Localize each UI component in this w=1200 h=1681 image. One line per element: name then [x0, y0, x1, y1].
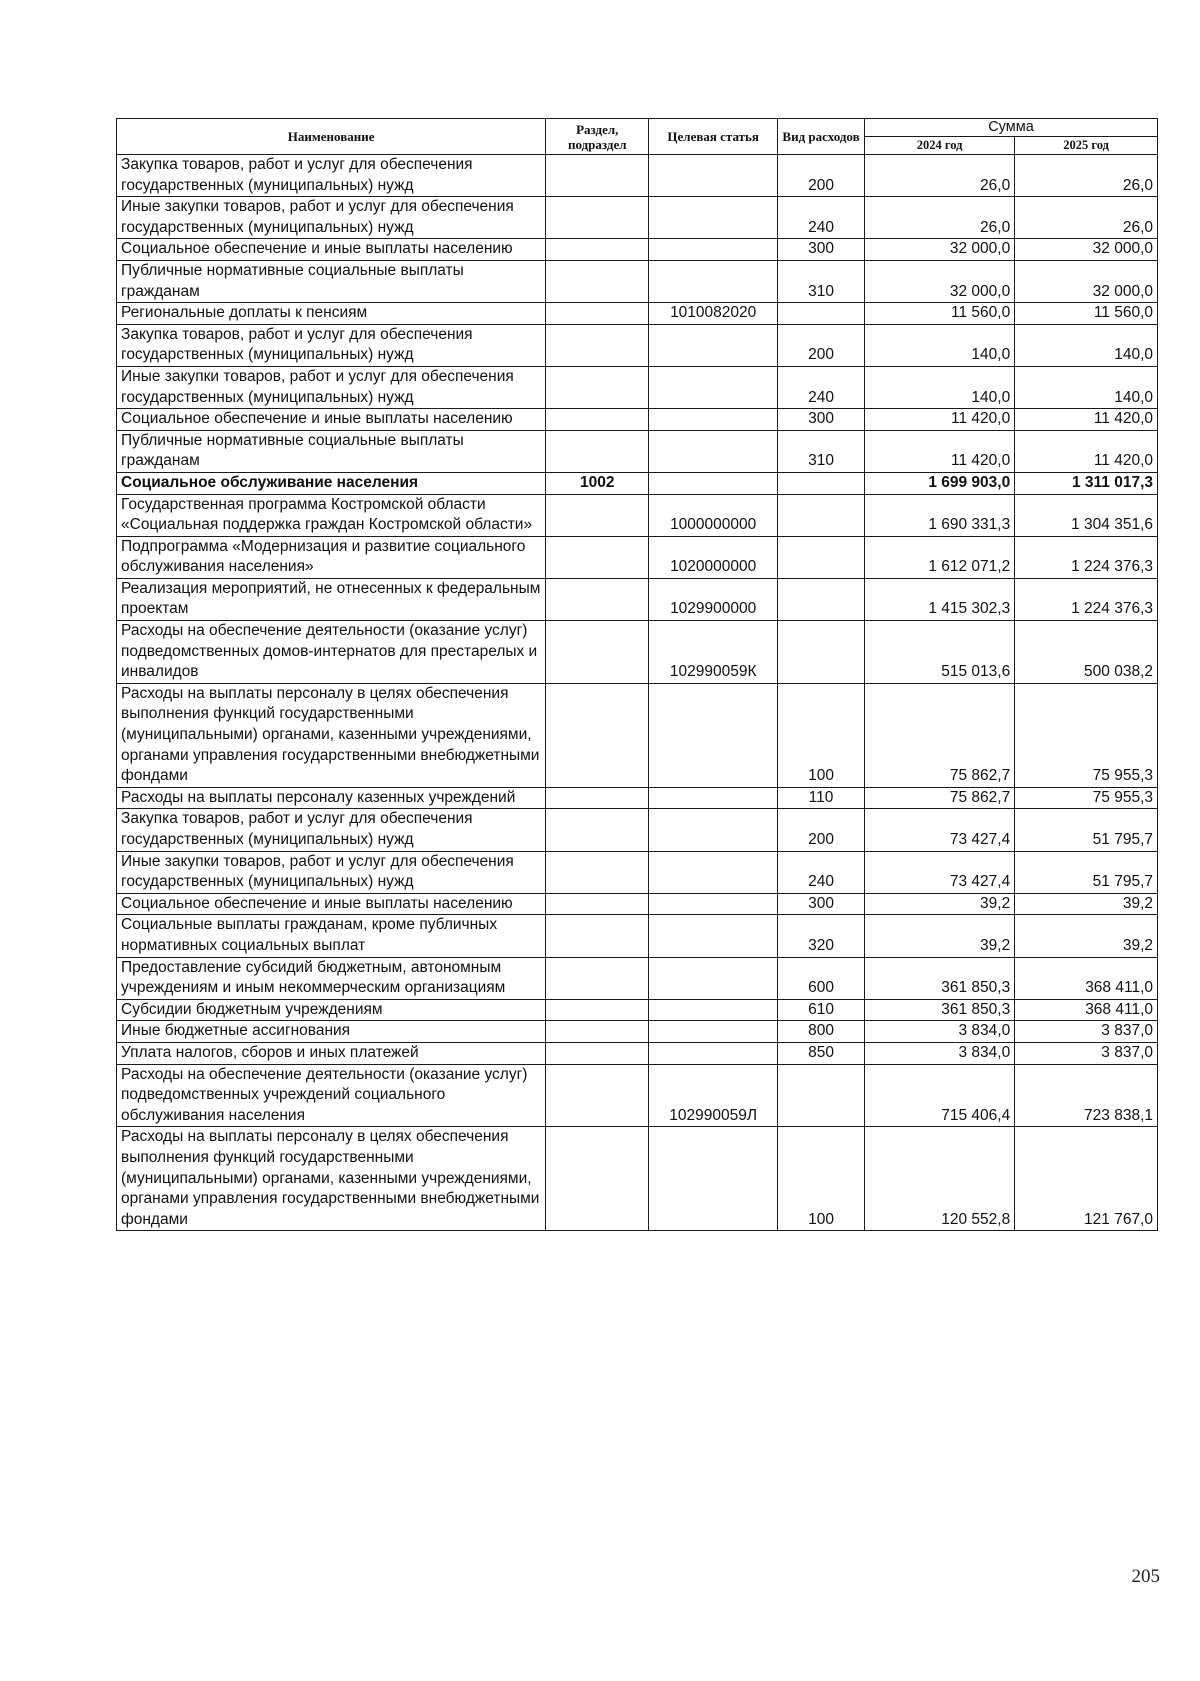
row-name: Расходы на выплаты персоналу казенных учреждений [117, 787, 546, 809]
row-kind: 300 [778, 239, 865, 261]
row-target [649, 260, 778, 302]
row-kind: 310 [778, 260, 865, 302]
table-row [117, 1127, 1158, 1231]
row-name: Расходы на обеспечение деятельности (оказание услуг) подведомственных домов-интернатов для престарелых и инвалидов [117, 621, 546, 684]
row-kind [778, 494, 865, 536]
row-section [546, 155, 649, 197]
row-sum-2024: 75 862,7 [864, 683, 1014, 787]
table-row [117, 536, 1158, 578]
row-section [546, 239, 649, 261]
row-section [546, 494, 649, 536]
row-name: Подпрограмма «Модернизация и развитие социального обслуживания населения» [117, 536, 546, 578]
row-sum-2025: 121 767,0 [1015, 1127, 1158, 1231]
row-name: Социальные выплаты гражданам, кроме публичных нормативных социальных выплат [117, 915, 546, 957]
row-sum-2024: 1 699 903,0 [864, 472, 1014, 494]
row-kind [778, 1064, 865, 1127]
row-sum-2025: 140,0 [1015, 366, 1158, 408]
row-target: 1020000000 [649, 536, 778, 578]
header-year-2025: 2025 год [1015, 137, 1158, 155]
row-name: Иные закупки товаров, работ и услуг для обеспечения государственных (муниципальных) нужд [117, 851, 546, 893]
row-sum-2025: 11 560,0 [1015, 303, 1158, 325]
row-sum-2024: 32 000,0 [864, 260, 1014, 302]
row-target [649, 239, 778, 261]
header-sum: Сумма [864, 119, 1157, 137]
header-name: Наименование [117, 119, 546, 155]
row-section [546, 957, 649, 999]
row-kind [778, 303, 865, 325]
row-name: Реализация мероприятий, не отнесенных к федеральным проектам [117, 578, 546, 620]
row-target: 102990059К [649, 621, 778, 684]
row-target [649, 915, 778, 957]
row-section [546, 324, 649, 366]
row-target [649, 1042, 778, 1064]
table-row [117, 472, 1158, 494]
row-kind: 300 [778, 893, 865, 915]
row-section [546, 430, 649, 472]
row-sum-2024: 75 862,7 [864, 787, 1014, 809]
row-name: Субсидии бюджетным учреждениям [117, 999, 546, 1021]
row-target [649, 155, 778, 197]
row-name: Расходы на выплаты персоналу в целях обеспечения выполнения функций государственными (муниципальными) органами, казенными учреждениями, органами управления государственными внебюджетными фондами [117, 683, 546, 787]
row-name: Социальное обеспечение и иные выплаты населению [117, 893, 546, 915]
table-row [117, 1021, 1158, 1043]
row-sum-2024: 11 420,0 [864, 430, 1014, 472]
row-kind: 800 [778, 1021, 865, 1043]
row-sum-2024: 1 690 331,3 [864, 494, 1014, 536]
row-target [649, 197, 778, 239]
row-sum-2024: 26,0 [864, 155, 1014, 197]
budget-table [116, 118, 1158, 1231]
header-section: Раздел, подраздел [546, 119, 649, 155]
header-kind: Вид расходов [778, 119, 865, 155]
row-name: Публичные нормативные социальные выплаты гражданам [117, 260, 546, 302]
row-kind: 600 [778, 957, 865, 999]
row-target: 1029900000 [649, 578, 778, 620]
table-row [117, 787, 1158, 809]
row-kind: 100 [778, 683, 865, 787]
row-sum-2024: 39,2 [864, 893, 1014, 915]
row-sum-2025: 11 420,0 [1015, 409, 1158, 431]
table-row [117, 430, 1158, 472]
header-year-2024: 2024 год [864, 137, 1014, 155]
table-row [117, 303, 1158, 325]
row-kind: 300 [778, 409, 865, 431]
row-sum-2025: 32 000,0 [1015, 239, 1158, 261]
row-section [546, 1064, 649, 1127]
row-section [546, 621, 649, 684]
row-target [649, 683, 778, 787]
row-sum-2025: 1 311 017,3 [1015, 472, 1158, 494]
row-kind: 610 [778, 999, 865, 1021]
row-target [649, 366, 778, 408]
row-sum-2025: 1 304 351,6 [1015, 494, 1158, 536]
row-sum-2025: 39,2 [1015, 915, 1158, 957]
row-section [546, 893, 649, 915]
row-target [649, 999, 778, 1021]
row-name: Закупка товаров, работ и услуг для обеспечения государственных (муниципальных) нужд [117, 324, 546, 366]
table-row [117, 893, 1158, 915]
table-row [117, 494, 1158, 536]
table-row [117, 683, 1158, 787]
row-sum-2024: 1 612 071,2 [864, 536, 1014, 578]
row-kind: 850 [778, 1042, 865, 1064]
row-sum-2024: 361 850,3 [864, 999, 1014, 1021]
table-row [117, 366, 1158, 408]
row-name: Закупка товаров, работ и услуг для обеспечения государственных (муниципальных) нужд [117, 155, 546, 197]
row-sum-2024: 140,0 [864, 324, 1014, 366]
row-sum-2024: 11 560,0 [864, 303, 1014, 325]
row-target [649, 430, 778, 472]
row-sum-2024: 3 834,0 [864, 1042, 1014, 1064]
row-section [546, 536, 649, 578]
table-row [117, 409, 1158, 431]
row-target: 1000000000 [649, 494, 778, 536]
row-kind: 100 [778, 1127, 865, 1231]
row-section [546, 851, 649, 893]
row-section: 1002 [546, 472, 649, 494]
header-target: Целевая статья [649, 119, 778, 155]
row-section [546, 409, 649, 431]
table-row [117, 155, 1158, 197]
row-sum-2024: 11 420,0 [864, 409, 1014, 431]
table-row [117, 621, 1158, 684]
row-kind: 200 [778, 155, 865, 197]
table-row [117, 999, 1158, 1021]
row-sum-2025: 3 837,0 [1015, 1042, 1158, 1064]
row-sum-2024: 361 850,3 [864, 957, 1014, 999]
row-name: Социальное обеспечение и иные выплаты населению [117, 409, 546, 431]
row-sum-2024: 73 427,4 [864, 851, 1014, 893]
row-target: 102990059Л [649, 1064, 778, 1127]
row-sum-2025: 140,0 [1015, 324, 1158, 366]
table-row [117, 851, 1158, 893]
row-target [649, 324, 778, 366]
row-sum-2025: 368 411,0 [1015, 957, 1158, 999]
row-kind: 200 [778, 809, 865, 851]
row-sum-2025: 51 795,7 [1015, 809, 1158, 851]
row-sum-2024: 26,0 [864, 197, 1014, 239]
row-name: Региональные доплаты к пенсиям [117, 303, 546, 325]
table-row [117, 260, 1158, 302]
row-sum-2025: 51 795,7 [1015, 851, 1158, 893]
row-section [546, 1127, 649, 1231]
row-target [649, 957, 778, 999]
row-sum-2024: 3 834,0 [864, 1021, 1014, 1043]
row-sum-2025: 26,0 [1015, 155, 1158, 197]
row-sum-2025: 500 038,2 [1015, 621, 1158, 684]
row-name: Иные бюджетные ассигнования [117, 1021, 546, 1043]
table-row [117, 915, 1158, 957]
row-name: Публичные нормативные социальные выплаты гражданам [117, 430, 546, 472]
row-kind: 240 [778, 197, 865, 239]
row-section [546, 303, 649, 325]
table-header [117, 119, 1158, 155]
row-section [546, 366, 649, 408]
table-row [117, 578, 1158, 620]
row-sum-2024: 73 427,4 [864, 809, 1014, 851]
row-sum-2024: 120 552,8 [864, 1127, 1014, 1231]
row-section [546, 197, 649, 239]
row-kind [778, 578, 865, 620]
row-sum-2025: 1 224 376,3 [1015, 536, 1158, 578]
table-row [117, 809, 1158, 851]
row-sum-2024: 140,0 [864, 366, 1014, 408]
row-name: Иные закупки товаров, работ и услуг для обеспечения государственных (муниципальных) нужд [117, 366, 546, 408]
row-name: Иные закупки товаров, работ и услуг для обеспечения государственных (муниципальных) нужд [117, 197, 546, 239]
table-row [117, 324, 1158, 366]
row-target [649, 1021, 778, 1043]
row-target [649, 787, 778, 809]
table-row [117, 957, 1158, 999]
row-name: Уплата налогов, сборов и иных платежей [117, 1042, 546, 1064]
row-target [649, 409, 778, 431]
row-section [546, 787, 649, 809]
row-target [649, 893, 778, 915]
row-sum-2025: 723 838,1 [1015, 1064, 1158, 1127]
table-row [117, 1042, 1158, 1064]
row-sum-2025: 368 411,0 [1015, 999, 1158, 1021]
row-section [546, 999, 649, 1021]
row-sum-2024: 1 415 302,3 [864, 578, 1014, 620]
row-target [649, 809, 778, 851]
row-kind [778, 536, 865, 578]
row-name: Социальное обслуживание населения [117, 472, 546, 494]
row-name: Закупка товаров, работ и услуг для обеспечения государственных (муниципальных) нужд [117, 809, 546, 851]
row-sum-2025: 39,2 [1015, 893, 1158, 915]
row-section [546, 578, 649, 620]
row-kind: 240 [778, 366, 865, 408]
row-section [546, 260, 649, 302]
row-name: Расходы на выплаты персоналу в целях обеспечения выполнения функций государственными (муниципальными) органами, казенными учреждениями, органами управления государственными внебюджетными фондами [117, 1127, 546, 1231]
row-sum-2025: 3 837,0 [1015, 1021, 1158, 1043]
row-section [546, 1042, 649, 1064]
row-sum-2024: 32 000,0 [864, 239, 1014, 261]
row-kind [778, 621, 865, 684]
row-sum-2025: 75 955,3 [1015, 683, 1158, 787]
row-section [546, 1021, 649, 1043]
row-kind: 110 [778, 787, 865, 809]
row-name: Социальное обеспечение и иные выплаты населению [117, 239, 546, 261]
row-sum-2025: 1 224 376,3 [1015, 578, 1158, 620]
row-sum-2025: 26,0 [1015, 197, 1158, 239]
row-kind: 200 [778, 324, 865, 366]
row-name: Расходы на обеспечение деятельности (оказание услуг) подведомственных учреждений социального обслуживания населения [117, 1064, 546, 1127]
row-sum-2024: 515 013,6 [864, 621, 1014, 684]
row-sum-2025: 32 000,0 [1015, 260, 1158, 302]
row-sum-2025: 11 420,0 [1015, 430, 1158, 472]
row-kind [778, 472, 865, 494]
row-section [546, 915, 649, 957]
table-row [117, 197, 1158, 239]
row-sum-2024: 715 406,4 [864, 1064, 1014, 1127]
table-row [117, 239, 1158, 261]
row-sum-2024: 39,2 [864, 915, 1014, 957]
row-target [649, 851, 778, 893]
row-target: 1010082020 [649, 303, 778, 325]
row-name: Государственная программа Костромской области «Социальная поддержка граждан Костромской области» [117, 494, 546, 536]
row-kind: 310 [778, 430, 865, 472]
row-target [649, 1127, 778, 1231]
row-kind: 320 [778, 915, 865, 957]
row-kind: 240 [778, 851, 865, 893]
row-sum-2025: 75 955,3 [1015, 787, 1158, 809]
row-name: Предоставление субсидий бюджетным, автономным учреждениям и иным некоммерческим организациям [117, 957, 546, 999]
row-section [546, 683, 649, 787]
page-number: 205 [1131, 1566, 1160, 1587]
table-row [117, 1064, 1158, 1127]
row-target [649, 472, 778, 494]
row-section [546, 809, 649, 851]
table-body [117, 155, 1158, 1231]
